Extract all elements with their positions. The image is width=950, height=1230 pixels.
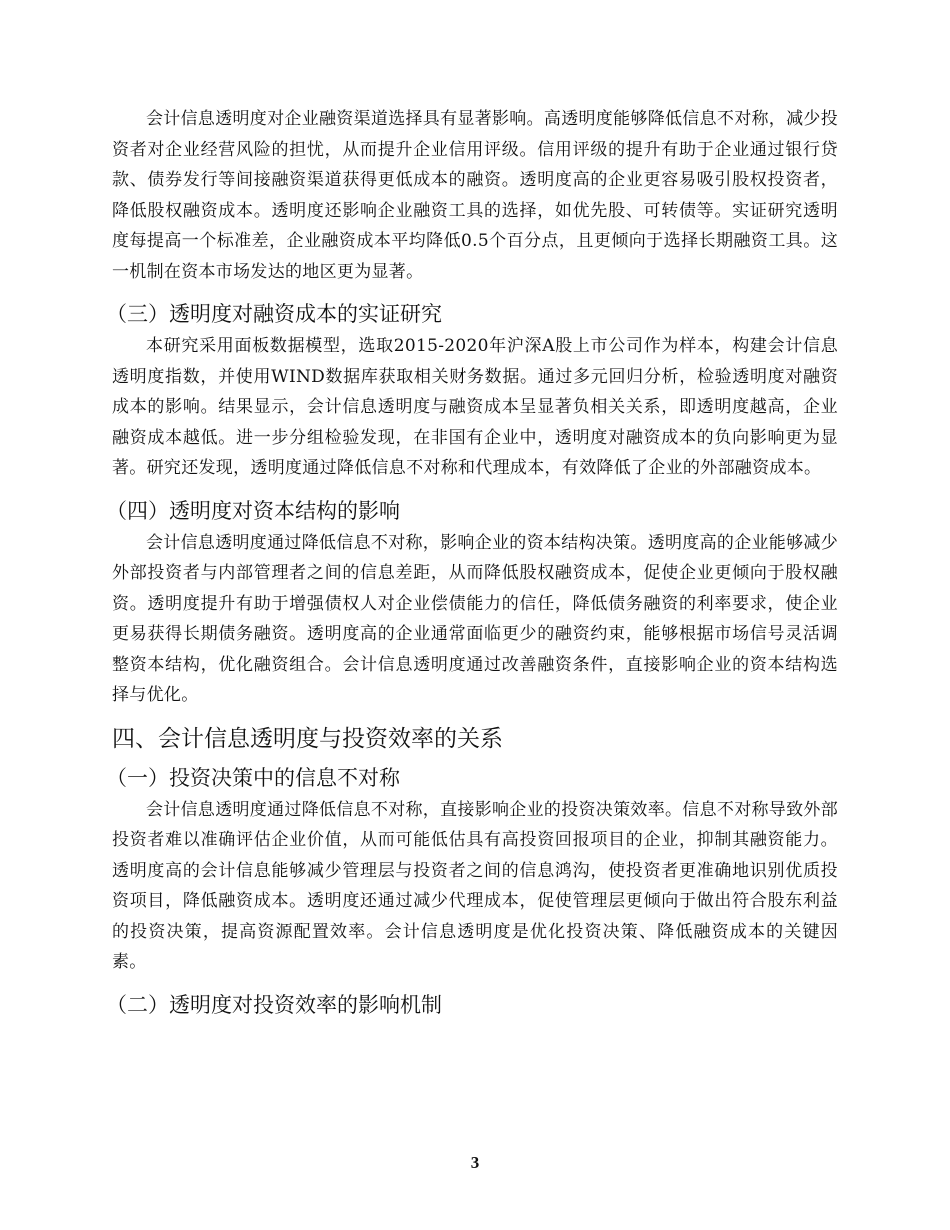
paragraph-empirical-study: 本研究采用面板数据模型，选取2015-2020年沪深A股上市公司作为样本，构建会计信息透明度指数，并使用WIND数据库获取相关财务数据。通过多元回归分析，检验透明度对融资成本的影响。结果显示，会计信息透明度与融资成本呈显著负相关关系，即透明度越高，企业融资成本越低。进一步分组检验发现，在非国有企业中，透明度对融资成本的负向影响更为显著。研究还发现，透明度通过降低信息不对称和代理成本，有效降低了企业的外部融资成本。: [112, 336, 838, 478]
paragraph-capital-structure: 会计信息透明度通过降低信息不对称，影响企业的资本结构决策。透明度高的企业能够减少外部投资者与内部管理者之间的信息差距，从而降低股权融资成本，促使企业更倾向于股权融资。透明度提升有助于增强债权人对企业偿债能力的信任，降低债务融资的利率要求，使企业更易获得长期债务融资。透明度高的企业通常面临更少的融资约束，能够根据市场信号灵活调整资本结构，优化融资组合。会计信息透明度通过改善融资条件，直接影响企业的资本结构选择与优化。: [112, 532, 838, 705]
paragraph-information-asymmetry: 会计信息透明度通过降低信息不对称，直接影响企业的投资决策效率。信息不对称导致外部投资者难以准确评估企业价值，从而可能低估具有高投资回报项目的企业，抑制其融资能力。透明度高的会计信息能够减少管理层与投资者之间的信息鸿沟，使投资者更准确地识别优质投资项目，降低融资成本。透明度还通过减少代理成本，促使管理层更倾向于做出符合股东利益的投资决策，提高资源配置效率。会计信息透明度是优化投资决策、降低融资成本的关键因素。: [112, 799, 838, 972]
heading-empirical-study: （三）透明度对融资成本的实证研究: [106, 302, 442, 326]
section-title-investment-efficiency: 四、会计信息透明度与投资效率的关系: [112, 725, 503, 752]
heading-impact-mechanism: （二）透明度对投资效率的影响机制: [106, 992, 442, 1017]
heading-information-asymmetry: （一）投资决策中的信息不对称: [106, 765, 400, 790]
heading-capital-structure: （四）透明度对资本结构的影响: [106, 498, 400, 523]
document-page: [106, 104, 838, 1020]
paragraph-financing-channels: 会计信息透明度对企业融资渠道选择具有显著影响。高透明度能够降低信息不对称，减少投资者对企业经营风险的担忧，从而提升企业信用评级。信用评级的提升有助于企业通过银行贷款、债券发行等间接融资渠道获得更低成本的融资。透明度高的企业更容易吸引股权投资者，降低股权融资成本。透明度还影响企业融资工具的选择，如优先股、可转债等。实证研究透明度每提高一个标准差，企业融资成本平均降低0.5个百分点，且更倾向于选择长期融资工具。这一机制在资本市场发达的地区更为显著。: [112, 109, 838, 282]
page-number: 3: [470, 1153, 480, 1172]
